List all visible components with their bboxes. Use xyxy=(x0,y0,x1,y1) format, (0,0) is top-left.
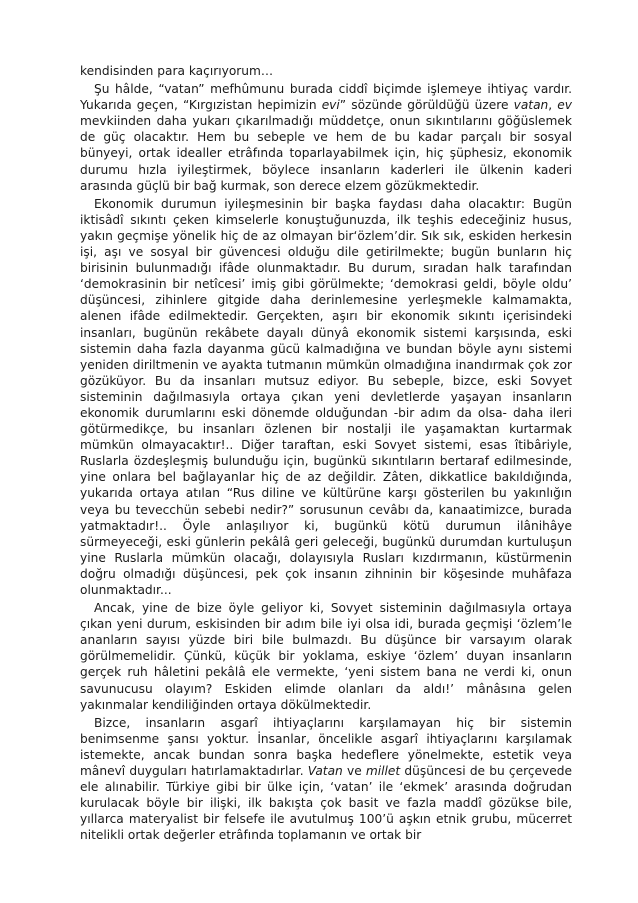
paragraph xyxy=(80,715,572,844)
text-run: kendisinden para kaçırıyorum… xyxy=(80,64,274,78)
text-run: düşüncesi de bu çerçevede ele alınabilir. Türkiye gibi bir ülke için, ‘vatan’ ile ‘ekmek’ arasında doğrudan kurulacak böyle bir ilişki, ilk bakışta çok basit ve fazla maddî gözükse bile, yıllarca materyalist bir felsefe ile avutulmuş 100’ü aşkın etnik grubu, mücerret nitelikli ortak değerler etrâfında toplamanın ve ortak bir xyxy=(80,764,572,843)
text-run: Ancak, yine de bize öyle geliyor ki, Sovyet sisteminin dağılmasıyla ortaya çıkan yeni durum, eskisinden bir adım bile iyi olsa idi, burada geçmişi ‘özlem’le ananların sayısı yüzde biri bile bulmazdı. Bu düşünce bir varsayım olarak görülmemelidir. Çünkü, küçük bir yoklama, eskiye ‘özlem’ duyan insanların gerçek ruh hâletini pekâlâ ele vermekte, ‘yeni sistem bana ne verdi ki, onun savunucusu olayım? Eskiden elimde olanları da aldı!’ mânâsına gelen yakınmalar kendiliğinden ortaya dökülmektedir. xyxy=(80,601,572,712)
text-run: mevkiinden daha yukarı çıkarılmadığı müddetçe, onun sıkıntılarını göğüslemek de güç olacaktır. Hem bu sebeple ve hem de bu kadar parçalı bir sosyal bünyeyi, ortak idealler etrâfında toparlayabilmek için, hiç şüphesiz, ekonomik durumu hızla iyileştirmek, böylece insanların kaderleri ile ülkenin kaderi arasında güçlü bir bağ kurmak, son derece elzem gözükmektedir. xyxy=(80,114,572,193)
italic-run: millet xyxy=(365,764,401,779)
document-page xyxy=(80,63,572,846)
paragraph xyxy=(80,196,572,598)
paragraph xyxy=(80,63,572,79)
italic-run: vatan xyxy=(513,98,549,113)
text-run: Bizce, insanların asgarî ihtiyaçlarını karşılamayan hiç bir sistemin benimsenme şansı yoktur. İnsanlar, öncelikle asgarî ihtiyaçlarını karşılamak istemekte, ancak bundan sonra başka hedeflere yönelmekte, estetik veya mânevî duyguları hatırlamaktadırlar. xyxy=(80,715,572,779)
text-run: Ekonomik durumun iyileşmesinin bir başka faydası daha olacaktır: Bugün iktisâdî sıkıntı çeken kimselerle konuştuğunuzda, ilk teşhis edeceğiniz husus, yakın geçmişe yönelik hiç de az olmayan bir‘özlem’dir. Sık sık, eskiden herkesin işi, aşı ve sosyal bir güvencesi olduğu dile getirilmekte; bugün bunların hiç birisinin bulunmadığı ifâde olunmaktadır. Bu durum, sıradan halk tarafından ‘demokrasinin bir netîcesi’ imiş gibi görülmekte; ‘demokrasi geldi, böyle oldu’ düşüncesi, zihinlere gitgide daha derinlemesine yerleşmekle kalmamakta, alenen ifâde edilmektedir. Gerçekten, aşırı bir ekonomik sıkıntı içerisindeki insanları, bugünün rekâbete dayalı dünyâ ekonomik sistemi karşısında, eski sistemin daha fazla dayanma gücü kalmadığına ve bundan böyle aynı sistemi yeniden diriltmenin ve ayakta tutmanın mümkün olmadığına inandırmak çok zor gözüküyor. Bu da insanları mutsuz ediyor. Bu sebeple, bizce, eski Sovyet sisteminin dağılmasıyla ortaya çıkan yeni devletlerde yaşayan insanların ekonomik durumlarını eski dönemde olduğundan -bir adım da olsa- daha ileri götürmedikçe, bu insanları özlenen bir nostalji ile yaşamaktan kurtarmak mümkün olmayacaktır!.. Diğer taraftan, eski Sovyet sistemi, esas îtibâriyle, Ruslarla özdeşleşmiş bulunduğu için, bugünkü sıkıntıların bertaraf edilmesinde, yine onlara bel bağlayanlar hiç de az değildir. Zâten, dikkatlice bakıldığında, yukarıda ortaya atılan “Rus diline ve kültürüne karşı gösterilen bu yakınlığın veya bu tevecchün sebebi nedir?” sorusunun cevâbı da, kanaatimizce, burada yatmaktadır!.. Öyle anlaşılıyor ki, bugünkü kötü durumun ilânihâye sürmeyeceği, eski günlerin pekâlâ geri geleceği, bugünkü durumdan kurtuluşun yine Ruslarla mümkün olacağı, dolayısıyla Rusları kızdırmanın, küstürmenin doğru olmadığı düşüncesi, pek çok insanın zihninin bir köşesinde muhâfaza olunmaktadır... xyxy=(80,196,572,597)
text-run: Şu hâlde, “vatan” mefhûmunu burada ciddî biçimde işlemeye ihtiyaç vardır. Yukarıda geçen, “Kırgızistan hepimizin xyxy=(80,82,572,113)
text-run: ve xyxy=(342,764,366,779)
italic-run: ev xyxy=(557,98,573,113)
text-run: , xyxy=(548,98,558,113)
italic-run: evi xyxy=(321,98,340,113)
text-run: ” sözünde görüldüğü üzere xyxy=(339,98,514,113)
paragraph xyxy=(80,600,572,713)
italic-run: Vatan xyxy=(307,764,343,779)
paragraph xyxy=(80,81,572,194)
